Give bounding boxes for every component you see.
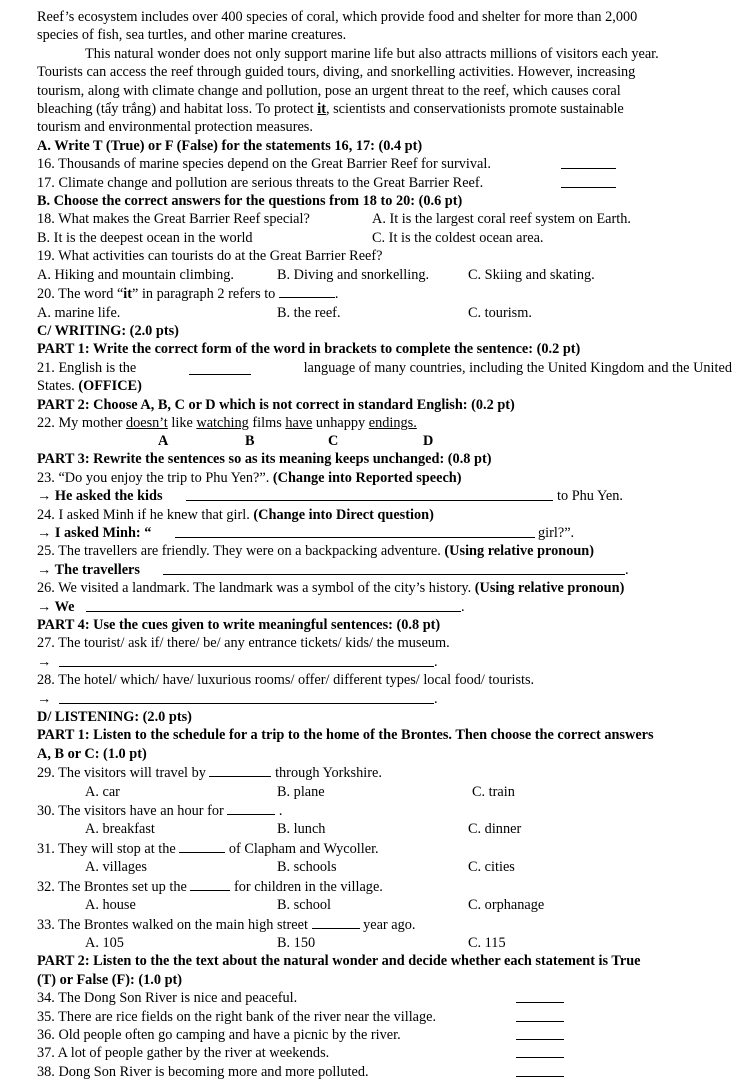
answer-line[interactable] <box>175 524 535 538</box>
answer-blank[interactable] <box>516 989 564 1003</box>
writing-heading: C/ WRITING: (2.0 pts) <box>37 322 179 339</box>
question-37 <box>37 1044 732 1062</box>
question-22-letters <box>37 432 732 450</box>
question-22 <box>37 414 732 432</box>
question-30-options <box>37 820 732 838</box>
option-c[interactable]: C. Skiing and skating. <box>468 266 595 283</box>
question-text: of Clapham and Wycoller. <box>228 840 379 857</box>
question-33-options <box>37 934 732 952</box>
question-18-options <box>37 229 732 247</box>
answer-blank[interactable] <box>516 1044 564 1058</box>
answer-blank[interactable] <box>279 284 335 298</box>
option-a[interactable]: A. breakfast <box>85 821 155 838</box>
question-23 <box>37 469 732 487</box>
question-38 <box>37 1063 732 1081</box>
option-c[interactable]: C. dinner <box>468 821 522 838</box>
listening-heading: D/ LISTENING: (2.0 pts) <box>37 709 192 726</box>
question-hint: (Change into Reported speech) <box>272 469 462 486</box>
underlined-b: watching <box>196 414 249 431</box>
question-text: 22. My mother <box>37 414 126 431</box>
answer-blank[interactable] <box>189 361 251 375</box>
letter-a[interactable]: A <box>158 433 169 450</box>
reading-line: Tourists can access the reef through guided tours, diving, and snorkelling activities. However, increasing <box>37 64 636 81</box>
option-c[interactable]: C. tourism. <box>468 304 532 321</box>
listening-part1-heading-cont: A, B or C: (1.0 pt) <box>37 745 147 762</box>
question-19: 19. What activities can tourists do at the Great Barrier Reef? <box>37 248 383 265</box>
answer-line[interactable] <box>59 653 434 667</box>
answer-end: girl?”. <box>538 524 575 541</box>
question-27: 27. The tourist/ ask if/ there/ be/ any entrance tickets/ kids/ the museum. <box>37 635 450 652</box>
answer-line[interactable] <box>59 690 434 704</box>
answer-prompt: → He asked the kids <box>37 488 163 505</box>
question-29-options <box>37 783 732 801</box>
question-36 <box>37 1026 732 1044</box>
question-23-answer <box>37 487 732 505</box>
question-text: 32. The Brontes set up the <box>37 878 187 895</box>
option-b[interactable]: B. Diving and snorkelling. <box>277 266 430 283</box>
option-c[interactable]: C. It is the coldest ocean area. <box>372 229 544 246</box>
question-text: 33. The Brontes walked on the main high street <box>37 916 308 933</box>
question-17 <box>37 174 732 192</box>
question-16 <box>37 155 732 173</box>
reading-line: This natural wonder does not only support marine life but also attracts millions of visitors each year. <box>85 45 659 62</box>
question-29 <box>37 763 732 782</box>
question-21-cont <box>37 377 732 395</box>
question-text: year ago. <box>363 916 416 933</box>
option-a[interactable]: A. It is the largest coral reef system on Earth. <box>372 211 631 228</box>
answer-blank[interactable] <box>561 155 616 169</box>
question-31 <box>37 839 732 858</box>
question-text: 34. The Dong Son River is nice and peaceful. <box>37 990 298 1007</box>
option-b[interactable]: B. schools <box>277 859 337 876</box>
question-text: 24. I asked Minh if he knew that girl. <box>37 506 254 523</box>
question-text: 20. The word “ <box>37 286 124 303</box>
question-text: States. <box>37 378 79 395</box>
question-text: films <box>248 414 286 431</box>
answer-line[interactable] <box>86 598 461 612</box>
answer-blank[interactable] <box>516 1063 564 1077</box>
option-b[interactable]: B. lunch <box>277 821 326 838</box>
question-20: 20. The word “it” in paragraph 2 refers to . <box>37 286 339 303</box>
question-text: 36. Old people often go camping and have a picnic by the river. <box>37 1026 401 1043</box>
option-a[interactable]: A. car <box>85 783 120 800</box>
question-text: 30. The visitors have an hour for <box>37 803 224 820</box>
question-text: like <box>167 414 197 431</box>
writing-part2-heading: PART 2: Choose A, B, C or D which is not correct in standard English: (0.2 pt) <box>37 396 515 413</box>
question-text: . <box>278 803 283 820</box>
question-27-answer: → . <box>37 653 438 670</box>
reading-line: species of fish, sea turtles, and other marine creatures. <box>37 27 347 44</box>
answer-blank[interactable] <box>516 1026 564 1040</box>
answer-blank[interactable] <box>209 763 271 777</box>
option-a[interactable]: A. house <box>85 897 136 914</box>
section-b-heading: B. Choose the correct answers for the questions from 18 to 20: (0.6 pt) <box>37 193 463 210</box>
writing-part4-heading: PART 4: Use the cues given to write meaningful sentences: (0.8 pt) <box>37 617 441 633</box>
question-keyword: it <box>123 286 133 303</box>
option-b[interactable]: B. 150 <box>277 934 316 951</box>
question-32 <box>37 877 732 896</box>
letter-b[interactable]: B <box>245 433 255 450</box>
question-34 <box>37 989 732 1007</box>
section-a-heading: A. Write T (True) or F (False) for the statements 16, 17: (0.4 pt) <box>37 137 423 154</box>
option-b[interactable]: B. school <box>277 897 332 914</box>
underlined-d: endings. <box>368 414 417 431</box>
question-19-options <box>37 266 732 284</box>
answer-prompt: → I asked Minh: “ <box>37 524 152 541</box>
question-25 <box>37 542 732 560</box>
answer-line[interactable] <box>186 487 553 501</box>
question-text: 35. There are rice fields on the right bank of the river near the village. <box>37 1008 437 1025</box>
option-b[interactable]: B. the reef. <box>277 304 341 321</box>
question-hint: (Change into Direct question) <box>253 506 434 523</box>
question-text: 38. Dong Son River is becoming more and more polluted. <box>37 1063 369 1080</box>
question-28: 28. The hotel/ which/ have/ luxurious rooms/ offer/ different types/ local food/ tourists. <box>37 672 535 689</box>
answer-line[interactable] <box>163 561 625 575</box>
answer-blank[interactable] <box>179 839 225 853</box>
option-a[interactable]: A. Hiking and mountain climbing. <box>37 266 234 283</box>
question-text: 18. What makes the Great Barrier Reef special? <box>37 211 310 228</box>
option-c[interactable]: C. cities <box>468 859 515 876</box>
option-a[interactable]: A. 105 <box>85 934 124 951</box>
question-26 <box>37 579 732 597</box>
question-text: 21. English is the <box>37 359 137 376</box>
option-a[interactable]: A. villages <box>85 859 147 876</box>
question-text: ” in paragraph 2 refers to <box>132 286 276 303</box>
writing-part1-heading: PART 1: Write the correct form of the word in brackets to complete the sentence: (0.2 pt) <box>37 341 581 358</box>
answer-blank[interactable] <box>190 877 230 891</box>
arrow-icon: → <box>37 690 52 707</box>
option-b[interactable]: B. plane <box>277 783 325 800</box>
question-text: through Yorkshire. <box>275 765 382 782</box>
letter-d[interactable]: D <box>423 433 434 450</box>
question-32-options <box>37 896 732 914</box>
question-30 <box>37 801 732 820</box>
answer-end: to Phu Yen. <box>557 488 623 505</box>
answer-blank[interactable] <box>312 915 360 929</box>
question-21 <box>37 359 732 377</box>
reading-line: tourism, along with climate change and pollution, pose an urgent threat to the reef, which causes coral <box>37 82 621 99</box>
question-text: language of many countries, including the United Kingdom and the United <box>303 359 732 376</box>
question-text: 25. The travellers are friendly. They were on a backpacking adventure. <box>37 543 445 560</box>
reading-line: Reef’s ecosystem includes over 400 species of coral, which provide food and shelter for more than 2,000 <box>37 9 638 25</box>
reading-text: bleaching (tẩy trắng) and habitat loss. To protect <box>37 101 318 118</box>
reading-line <box>37 100 732 118</box>
question-text: 23. “Do you enjoy the trip to Phu Yen?”. <box>37 469 273 486</box>
arrow-icon: → <box>37 653 52 670</box>
answer-blank[interactable] <box>516 1008 564 1022</box>
question-24 <box>37 506 732 524</box>
question-25-answer: → The travellers . <box>37 561 629 578</box>
option-c[interactable]: C. orphanage <box>468 897 545 914</box>
question-20-options <box>37 304 732 322</box>
reading-keyword-it: it <box>317 101 326 118</box>
question-text: 16. Thousands of marine species depend on the Great Barrier Reef for survival. <box>37 156 491 173</box>
question-hint: (Using relative pronoun) <box>474 580 625 597</box>
option-b[interactable]: B. It is the deepest ocean in the world <box>37 229 253 246</box>
question-18 <box>37 210 732 228</box>
question-text: 17. Climate change and pollution are serious threats to the Great Barrier Reef. <box>37 174 484 191</box>
question-text: for children in the village. <box>234 878 383 895</box>
listening-part2-heading-cont: (T) or False (F): (1.0 pt) <box>37 971 183 988</box>
question-text: 37. A lot of people gather by the river at weekends. <box>37 1045 330 1062</box>
reading-line: tourism and environmental protection measures. <box>37 119 313 136</box>
answer-blank[interactable] <box>227 801 275 815</box>
option-c[interactable]: C. 115 <box>468 934 506 951</box>
question-hint: (Using relative pronoun) <box>444 543 595 560</box>
question-text: 29. The visitors will travel by <box>37 765 206 782</box>
question-text: 31. They will stop at the <box>37 840 176 857</box>
reading-text: , scientists and conservationists promote sustainable <box>325 101 624 118</box>
question-31-options <box>37 858 732 876</box>
underlined-c: have <box>285 414 313 431</box>
answer-prompt: → The travellers <box>37 561 140 578</box>
question-24-answer <box>37 524 732 542</box>
writing-part3-heading: PART 3: Rewrite the sentences so as its meaning keeps unchanged: (0.8 pt) <box>37 451 492 468</box>
answer-prompt: → We <box>37 598 75 615</box>
option-a[interactable]: A. marine life. <box>37 304 121 321</box>
option-c[interactable]: C. train <box>472 783 515 800</box>
question-28-answer: → . <box>37 690 438 707</box>
listening-part1-heading: PART 1: Listen to the schedule for a trip to the home of the Brontes. Then choose the correct answers <box>37 727 654 744</box>
underlined-a: doesn’t <box>125 414 168 431</box>
question-text: unhappy <box>312 414 369 431</box>
listening-part2-heading: PART 2: Listen to the the text about the natural wonder and decide whether each statement is True <box>37 953 641 970</box>
answer-blank[interactable] <box>561 174 616 188</box>
question-text: 26. We visited a landmark. The landmark was a symbol of the city’s history. <box>37 580 475 597</box>
question-word-hint: (OFFICE) <box>78 378 142 395</box>
question-35 <box>37 1008 732 1026</box>
letter-c[interactable]: C <box>328 433 339 450</box>
question-33 <box>37 915 732 934</box>
question-26-answer: → We . <box>37 598 465 615</box>
